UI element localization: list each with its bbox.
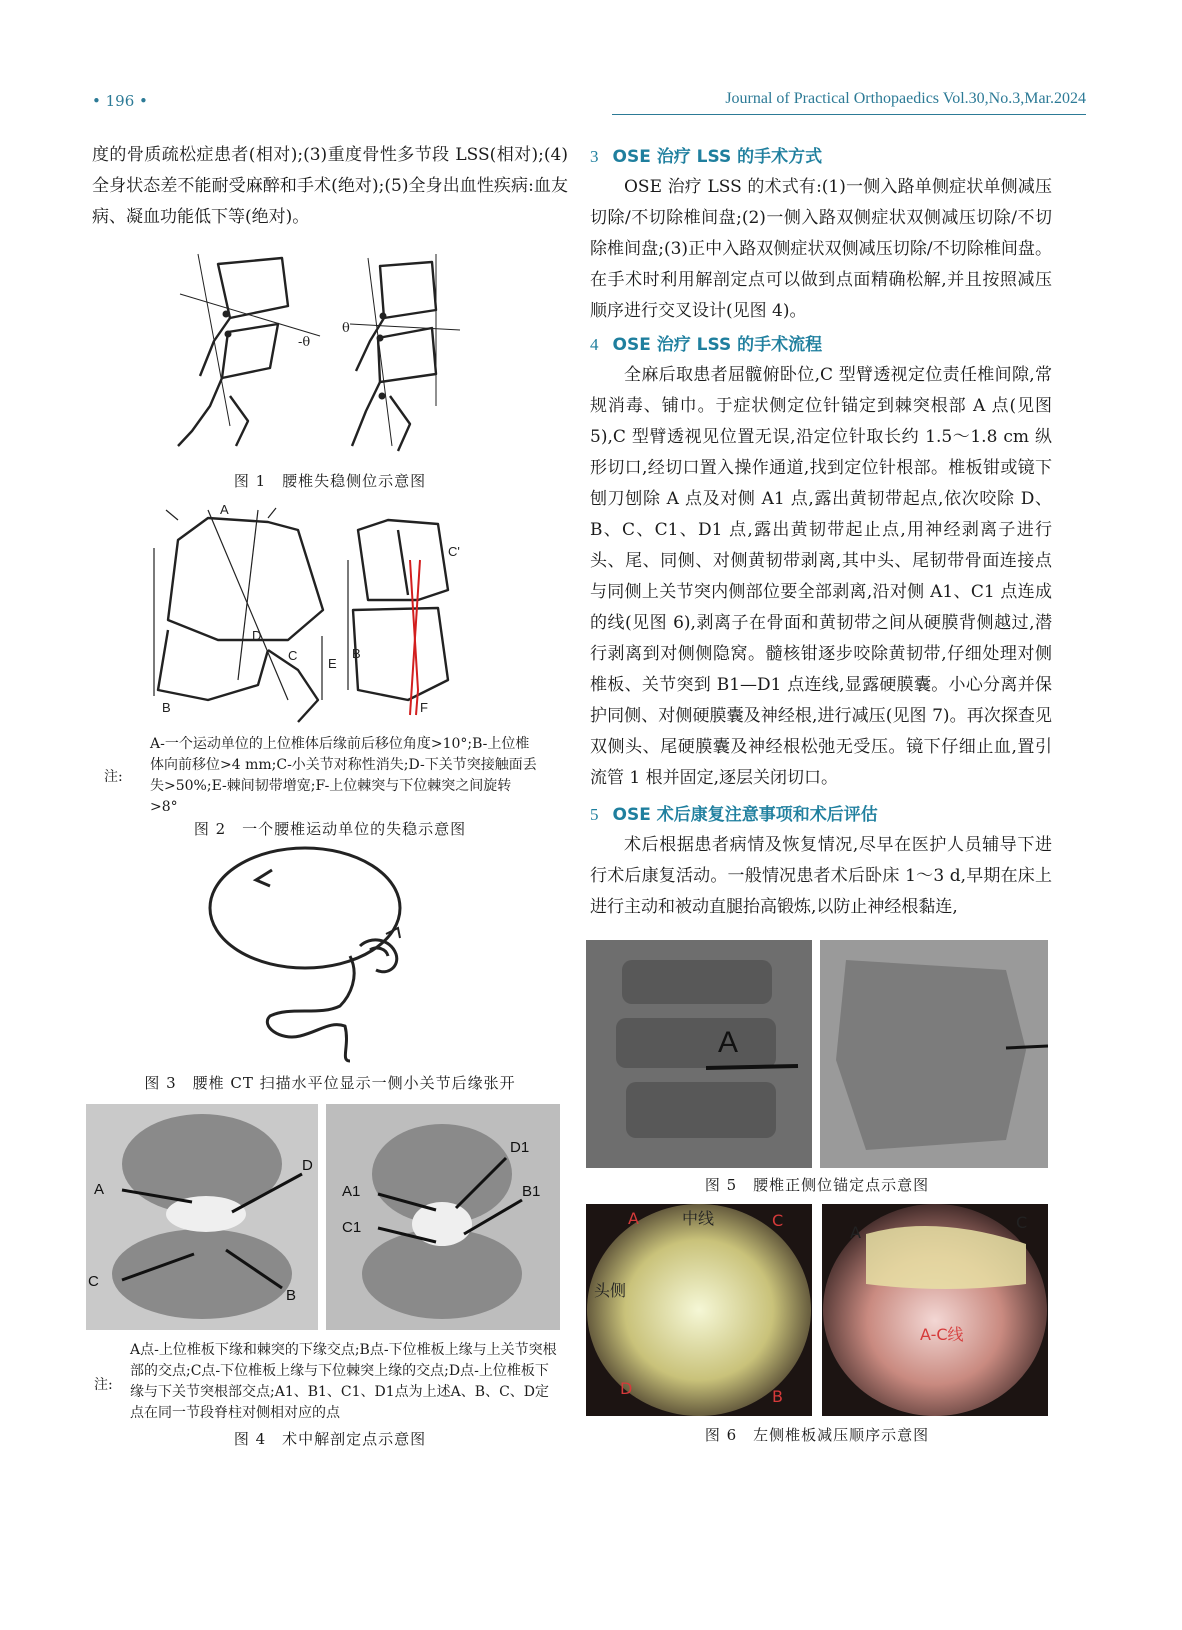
- figure-6-caption: 图 6 左侧椎板减压顺序示意图: [704, 1426, 930, 1444]
- figure-2-note: A-一个运动单位的上位椎体后缘前后移位角度>10°;B-上位椎体向前移位>4 mm;C-小关节对称性消失;D-下关节突接触面丢失>50%;E-棘间韧带增宽;F-上位棘突与下位棘突之间旋转>8°: [150, 736, 537, 815]
- figure-5-xray-anchor-point: [586, 940, 1048, 1168]
- fig6-label-b: B: [772, 1387, 783, 1406]
- journal-header: Journal of Practical Orthopaedics Vol.30,No.3,Mar.2024: [725, 90, 1086, 107]
- figure-3-ct-axial-drawing: [200, 846, 430, 1068]
- fig1-theta-label-1: -θ: [298, 335, 311, 350]
- fig2-label-b: B: [162, 700, 171, 715]
- fig2-label-c: C: [288, 648, 298, 663]
- fig2-label-a: A: [220, 502, 229, 517]
- figure-1-caption: 图 1 腰椎失稳侧位示意图: [233, 472, 427, 490]
- section-4-number: 4: [590, 335, 599, 354]
- section-5-paragraph: 术后根据患者病情及恢复情况,尽早在医护人员辅导下进行术后康复活动。一般情况患者术后卧床 1～3 d,早期在床上进行主动和被动直腿抬高锻炼,以防止神经根黏连,: [590, 835, 1052, 917]
- figure-4-anatomical-points: [86, 1104, 560, 1330]
- fig2-label-e: E: [328, 656, 337, 671]
- header-rule: [612, 114, 1086, 115]
- fig4-label-b1: B1: [522, 1183, 541, 1200]
- fig2-label-c-prime: C': [448, 544, 460, 559]
- section-4-title: OSE 治疗 LSS 的手术流程: [612, 335, 823, 355]
- fig4-label-b: B: [286, 1287, 297, 1304]
- fig1-theta-label-2: θ: [342, 321, 350, 336]
- section-3-number: 3: [590, 147, 599, 166]
- figure-1-lumbar-instability-drawing: [170, 246, 480, 458]
- section-4-paragraph: 全麻后取患者屈髋俯卧位,C 型臂透视定位责任椎间隙,常规消毒、铺巾。于症状侧定位针锚定到棘突根部 A 点(见图 5),C 型臂透视见位置无误,沿定位针取长约 1.5～1.8 cm 纵形切口,经切口置入操作通道,找到定位针根部。椎板钳或镜下刨刀刨除 A 点及对侧 A1 点,露出黄韧带起点,依次咬除 D、B、C、C1、D1 点,露出黄韧带起止点,用神经剥离子进行头、尾、同侧、对侧黄韧带剥离,其中头、尾韧带骨面连接点与同侧上关节突内侧部位要全部剥离,沿对侧 A1、C1 点连成的线(见图 6),剥离子在骨面和黄韧带之间从硬膜背侧越过,潜行剥离到对侧侧隐窝。髓核钳逐步咬除黄韧带,仔细处理对侧椎板、关节突到 B1—D1 点连线,显露硬膜囊。小心分离并保护同侧、对侧硬膜囊及神经根,进行减压(见图 7)。再次探查见双侧头、尾硬膜囊及神经根松弛无受压。镜下仔细止血,置引流管 1 根并固定,逐层关闭切口。: [590, 365, 1052, 788]
- fig6-label-head-side: 头侧: [594, 1281, 627, 1300]
- fig5-label-a: A: [718, 1026, 739, 1059]
- figure-5-caption: 图 5 腰椎正侧位锚定点示意图: [704, 1176, 930, 1194]
- fig6-label-midline: 中线: [682, 1209, 715, 1228]
- fig6-label-a-right: A: [850, 1223, 861, 1242]
- section-3-paragraph: OSE 治疗 LSS 的术式有:(1)一侧入路单侧症状单侧减压切除/不切除椎间盘;(2)一侧入路双侧症状双侧减压切除/不切除椎间盘;(3)正中入路双侧症状双侧减压切除/不切除椎间盘。在手术时利用解剖定点可以做到点面精确松解,并且按照减压顺序进行交叉设计(见图 4)。: [590, 177, 1052, 321]
- figure-4-caption: 图 4 术中解剖定点示意图: [233, 1430, 427, 1448]
- figure-2-note-label: 注:: [104, 769, 123, 785]
- section-3-title: OSE 治疗 LSS 的手术方式: [612, 147, 823, 167]
- fig6-label-ac-line: A-C线: [920, 1325, 964, 1344]
- figure-4-note: A点-上位椎板下缘和棘突的下缘交点;B点-下位椎板上缘与上关节突根部的交点;C点-下位椎板上缘与下位棘突上缘的交点;D点-上位椎板下缘与下关节突根部交点;A1、B1、C1、D1点为上述A、B、C、D定点在同一节段脊柱对侧相对应的点: [130, 1342, 557, 1421]
- section-5-heading: [590, 800, 878, 825]
- section-4-heading: [590, 330, 822, 355]
- fig4-label-d1: D1: [510, 1139, 530, 1156]
- fig6-label-a: A: [628, 1209, 639, 1228]
- fig4-label-a1: A1: [342, 1183, 361, 1200]
- figure-2-motion-unit-drawing: [148, 500, 498, 726]
- section-5-title: OSE 术后康复注意事项和术后评估: [612, 805, 878, 825]
- fig6-label-d: D: [620, 1379, 633, 1398]
- figure-2-caption: 图 2 一个腰椎运动单位的失稳示意图: [193, 820, 467, 838]
- section-5-number: 5: [590, 805, 599, 824]
- fig2-label-f: F: [420, 700, 428, 715]
- fig4-label-c: C: [88, 1273, 99, 1290]
- fig2-label-d: D: [252, 628, 262, 643]
- figure-4-note-label: 注:: [94, 1377, 113, 1393]
- section-3-heading: [590, 142, 822, 167]
- page-number: • 196 •: [92, 92, 148, 110]
- fig4-label-d: D: [302, 1157, 313, 1174]
- intro-paragraph: 度的骨质疏松症患者(相对);(3)重度骨性多节段 LSS(相对);(4)全身状态差不能耐受麻醉和手术(绝对);(5)全身出血性疾病:血友病、凝血功能低下等(绝对)。: [92, 145, 568, 227]
- fig2-label-b-right: B: [352, 646, 361, 661]
- figure-3-caption: 图 3 腰椎 CT 扫描水平位显示一侧小关节后缘张开: [144, 1074, 516, 1092]
- fig4-label-c1: C1: [342, 1219, 362, 1236]
- fig6-label-c: C: [772, 1211, 784, 1230]
- figure-6-endoscopic-view: [586, 1204, 1048, 1416]
- fig6-label-c-right: C: [1016, 1213, 1028, 1232]
- fig4-label-a: A: [94, 1181, 105, 1198]
